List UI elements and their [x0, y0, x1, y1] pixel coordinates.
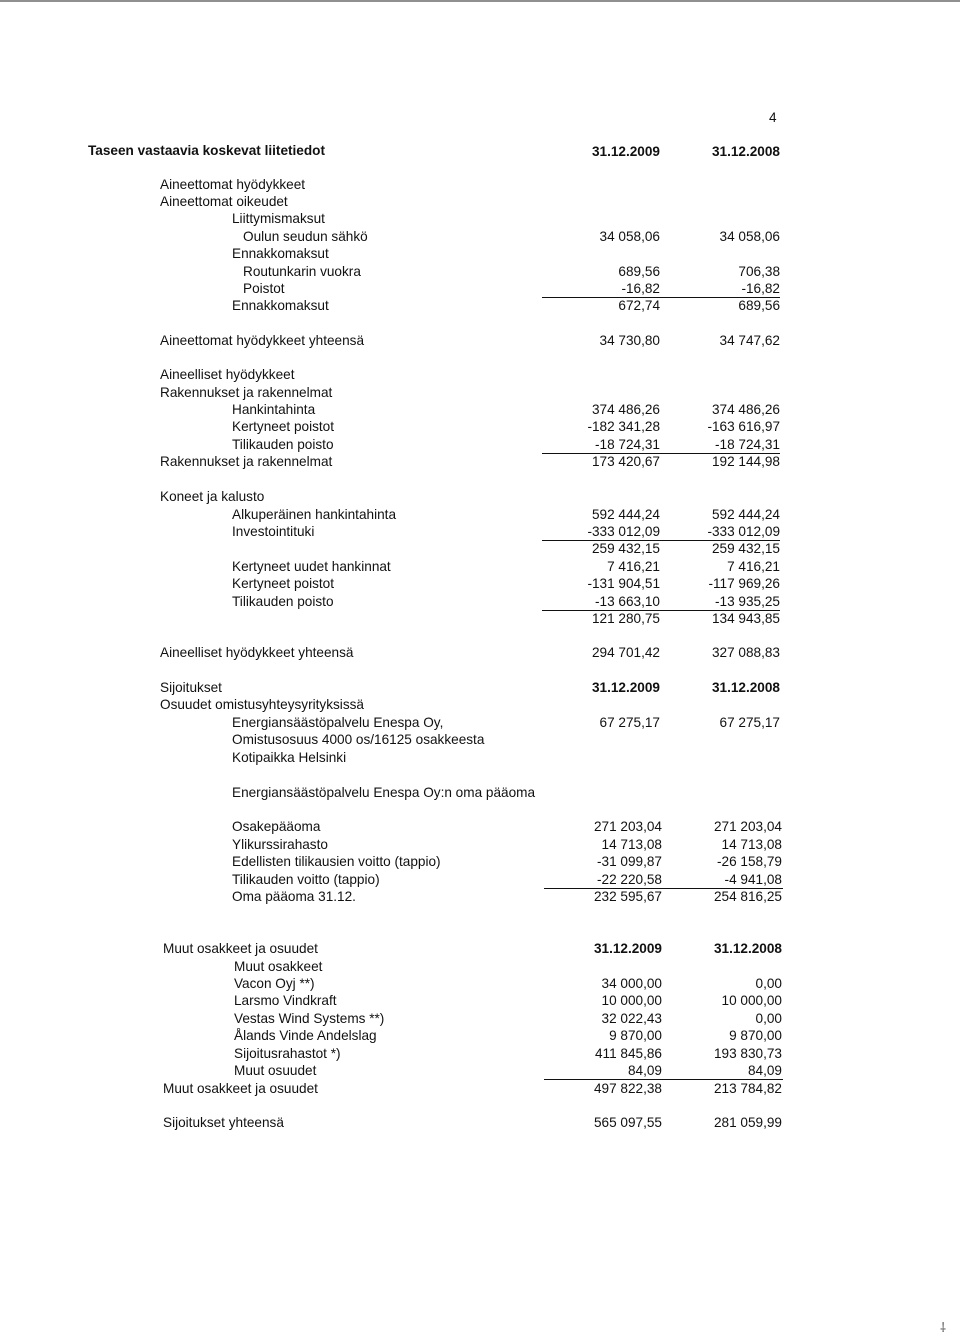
value-2008: 34 058,06 — [719, 229, 780, 244]
value-2009: -18 724,31 — [594, 437, 660, 452]
value-2008: -117 969,26 — [708, 576, 780, 591]
row-label: Oulun seudun sähkö — [243, 229, 368, 244]
value-2008: 10 000,00 — [721, 993, 782, 1008]
page-title: Taseen vastaavia koskevat liitetiedot — [88, 143, 326, 158]
value-2008: -163 616,97 — [707, 419, 780, 434]
row-label: Oma pääoma 31.12. — [232, 889, 356, 904]
subsection-heading: Koneet ja kalusto — [160, 489, 265, 504]
value-2008: 706,38 — [738, 264, 780, 279]
row-label: Edellisten tilikausien voitto (tappio) — [232, 854, 441, 869]
value-2009: 32 022,43 — [601, 1011, 662, 1026]
column-header-2008: 31.12.2008 — [711, 680, 780, 695]
value-2009: 67 275,17 — [599, 715, 660, 730]
value-2009: -13 663,10 — [594, 594, 660, 609]
column-header-2009: 31.12.2009 — [591, 144, 660, 159]
value-2009: -333 012,09 — [587, 524, 660, 539]
row-label: Muut osakkeet ja osuudet — [163, 1081, 318, 1096]
row-label: Kertyneet uudet hankinnat — [232, 559, 391, 574]
note-text: Omistusosuus 4000 os/16125 osakkeesta — [232, 732, 485, 747]
value-2009: 34 058,06 — [599, 229, 660, 244]
row-label: Kertyneet poistot — [232, 576, 335, 591]
row-label: Poistot — [243, 281, 285, 296]
value-2008: 213 784,82 — [713, 1081, 782, 1096]
row-label: Tilikauden poisto — [232, 594, 334, 609]
subtotal-2009: 259 432,15 — [591, 541, 660, 556]
section-heading: Muut osakkeet ja osuudet — [163, 941, 318, 956]
row-label: Muut osuudet — [234, 1063, 317, 1078]
value-2009: 497 822,38 — [593, 1081, 662, 1096]
subsection-heading: Energiansäästöpalvelu Enespa Oy:n oma pääoma — [232, 785, 536, 800]
group-heading: Liittymismaksut — [232, 211, 325, 226]
row-label: Larsmo Vindkraft — [234, 993, 337, 1008]
total-label: Sijoitukset yhteensä — [163, 1115, 284, 1130]
value-2009: -22 220,58 — [596, 872, 662, 887]
total-2008: 34 747,62 — [719, 333, 780, 348]
value-2009: 14 713,08 — [601, 837, 662, 852]
column-header-2008: 31.12.2008 — [713, 941, 782, 956]
row-label: Ålands Vinde Andelslag — [234, 1028, 377, 1043]
value-2008: -4 941,08 — [724, 872, 782, 887]
subtotal-2008: 134 943,85 — [711, 611, 780, 626]
value-2008: 193 830,73 — [713, 1046, 782, 1061]
section-heading: Aineelliset hyödykkeet — [160, 367, 295, 382]
total-label: Aineettomat hyödykkeet yhteensä — [160, 333, 365, 348]
total-label: Aineelliset hyödykkeet yhteensä — [160, 645, 354, 660]
row-label: Rakennukset ja rakennelmat — [160, 454, 333, 469]
group-heading: Ennakkomaksut — [232, 246, 329, 261]
value-2009: -31 099,87 — [596, 854, 662, 869]
value-2008: -18 724,31 — [714, 437, 780, 452]
row-label: Investointituki — [232, 524, 315, 539]
row-label: Vestas Wind Systems **) — [234, 1011, 385, 1026]
value-2009: 10 000,00 — [601, 993, 662, 1008]
value-2008: 0,00 — [755, 976, 782, 991]
value-2008: -16,82 — [741, 281, 780, 296]
column-header-2009: 31.12.2009 — [591, 680, 660, 695]
row-label: Ennakkomaksut — [232, 298, 329, 313]
value-2008: 592 444,24 — [711, 507, 780, 522]
note-text: Kotipaikka Helsinki — [232, 750, 347, 765]
value-2008: -26 158,79 — [716, 854, 782, 869]
value-2008: 254 816,25 — [713, 889, 782, 904]
value-2008: 84,09 — [747, 1063, 782, 1078]
value-2008: 689,56 — [738, 298, 780, 313]
row-label: Osakepääoma — [232, 819, 321, 834]
column-header-2009: 31.12.2009 — [593, 941, 662, 956]
value-2009: 271 203,04 — [593, 819, 662, 834]
row-label: Kertyneet poistot — [232, 419, 335, 434]
value-2009: 7 416,21 — [607, 559, 660, 574]
total-2009: 34 730,80 — [599, 333, 660, 348]
corner-mark: ⸸ — [940, 1320, 947, 1335]
subsection-heading: Osuudet omistusyhteysyrityksissä — [160, 697, 364, 712]
total-2008: 281 059,99 — [713, 1115, 782, 1130]
row-label: Vacon Oyj **) — [234, 976, 315, 991]
row-label: Tilikauden voitto (tappio) — [232, 872, 380, 887]
value-2008: 67 275,17 — [719, 715, 780, 730]
row-label: Sijoitusrahastot *) — [234, 1046, 341, 1061]
subsection-heading: Muut osakkeet — [234, 959, 323, 974]
total-2009: 565 097,55 — [593, 1115, 662, 1130]
value-2008: 271 203,04 — [713, 819, 782, 834]
subtotal-2008: 259 432,15 — [711, 541, 780, 556]
total-2008: 327 088,83 — [711, 645, 780, 660]
section-heading: Sijoitukset — [160, 680, 222, 695]
scan-edge-line — [0, 0, 960, 2]
value-2009: 592 444,24 — [591, 507, 660, 522]
value-2009: -131 904,51 — [587, 576, 660, 591]
subsection-heading: Aineettomat oikeudet — [160, 194, 288, 209]
value-2009: 84,09 — [627, 1063, 662, 1078]
column-header-2008: 31.12.2008 — [711, 144, 780, 159]
subsection-heading: Rakennukset ja rakennelmat — [160, 385, 333, 400]
value-2008: 374 486,26 — [711, 402, 780, 417]
row-label: Tilikauden poisto — [232, 437, 334, 452]
row-label: Hankintahinta — [232, 402, 316, 417]
value-2009: 411 845,86 — [594, 1046, 662, 1061]
value-2009: 232 595,67 — [593, 889, 662, 904]
row-label: Ylikurssirahasto — [232, 837, 328, 852]
section-heading: Aineettomat hyödykkeet — [160, 177, 306, 192]
value-2008: 14 713,08 — [721, 837, 782, 852]
row-label: Energiansäästöpalvelu Enespa Oy, — [232, 715, 444, 730]
value-2008: -333 012,09 — [707, 524, 780, 539]
value-2008: 0,00 — [755, 1011, 782, 1026]
row-label: Routunkarin vuokra — [243, 264, 361, 279]
value-2008: -13 935,25 — [714, 594, 780, 609]
value-2008: 7 416,21 — [727, 559, 780, 574]
subtotal-2009: 121 280,75 — [591, 611, 660, 626]
sum-rule — [544, 1079, 783, 1080]
value-2009: 374 486,26 — [591, 402, 660, 417]
value-2009: 672,74 — [618, 298, 660, 313]
value-2009: 34 000,00 — [601, 976, 662, 991]
value-2009: -16,82 — [621, 281, 660, 296]
value-2008: 192 144,98 — [711, 454, 780, 469]
page-number: 4 — [769, 110, 777, 125]
value-2009: -182 341,28 — [587, 419, 660, 434]
value-2009: 173 420,67 — [591, 454, 660, 469]
value-2009: 689,56 — [618, 264, 660, 279]
row-label: Alkuperäinen hankintahinta — [232, 507, 397, 522]
total-2009: 294 701,42 — [591, 645, 660, 660]
value-2009: 9 870,00 — [609, 1028, 662, 1043]
value-2008: 9 870,00 — [729, 1028, 782, 1043]
